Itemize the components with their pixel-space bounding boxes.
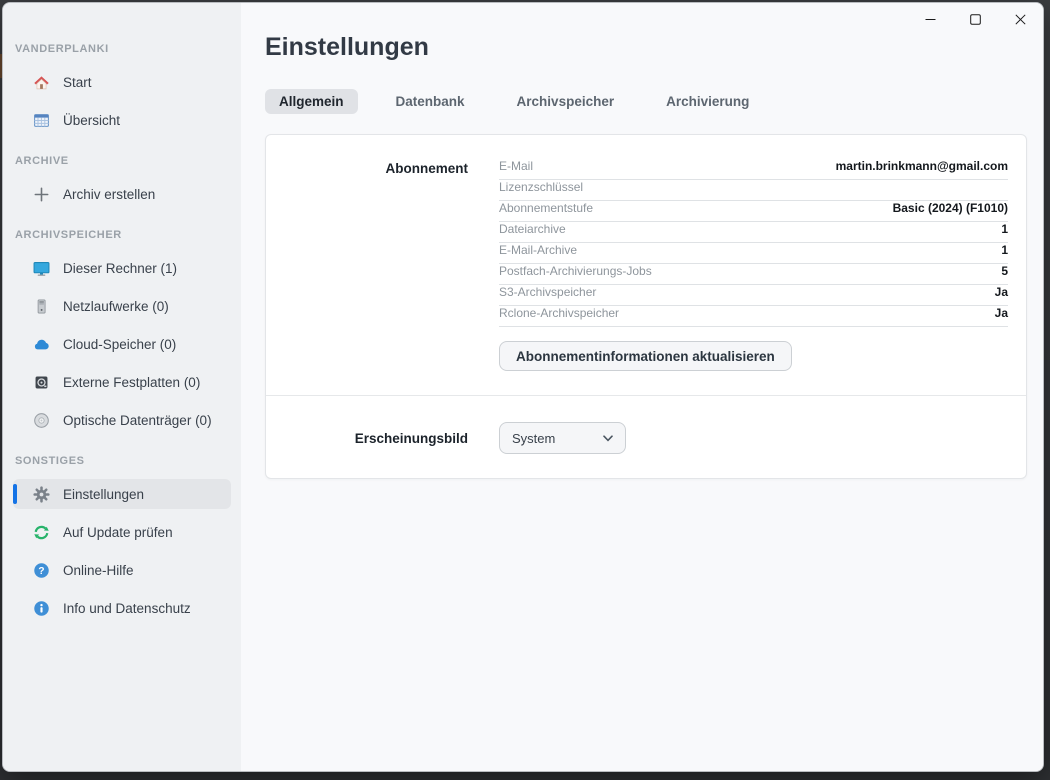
server-icon [33, 298, 50, 315]
field-value: Basic (2024) (F1010) [892, 201, 1008, 215]
appearance-dropdown-value: System [512, 430, 556, 446]
tab-datenbank[interactable]: Datenbank [395, 94, 465, 109]
subscription-section [266, 135, 1026, 395]
sidebar-section-title: ARCHIVSPEICHER [15, 229, 122, 241]
sidebar-item-label: Netzlaufwerke (0) [63, 298, 169, 314]
appearance-dropdown[interactable] [499, 422, 626, 454]
field-row-abonnementstufe [499, 201, 1008, 222]
field-label: Lizenzschlüssel [499, 180, 584, 194]
subscription-section-label: Abonnement [385, 161, 468, 176]
sidebar-item-online-hilfe[interactable] [13, 555, 231, 585]
field-value: 5 [1001, 264, 1008, 278]
sidebar-item-optische-datentraeger[interactable] [13, 405, 231, 435]
sidebar-item-label: Start [63, 74, 92, 90]
sidebar-item-uebersicht[interactable] [13, 105, 231, 135]
field-value: martin.brinkmann@gmail.com [835, 159, 1008, 173]
sidebar-item-cloud-speicher[interactable] [13, 329, 231, 359]
chevron-down-icon [603, 435, 613, 442]
maximize-button[interactable] [953, 3, 998, 35]
sidebar-item-einstellungen[interactable] [13, 479, 231, 509]
sidebar-item-label: Info und Datenschutz [63, 600, 191, 616]
field-value: Ja [994, 285, 1008, 299]
home-icon [33, 74, 50, 91]
sidebar-item-label: Archiv erstellen [63, 186, 156, 202]
sidebar-section-title: ARCHIVE [15, 155, 69, 167]
sidebar [3, 3, 241, 771]
field-label: Abonnementstufe [499, 201, 594, 215]
disc-icon [33, 412, 50, 429]
field-value: 1 [1001, 243, 1008, 257]
table-icon [33, 112, 50, 129]
sidebar-item-auf-update-pruefen[interactable] [13, 517, 231, 547]
field-value: 1 [1001, 222, 1008, 236]
field-row-email-archive [499, 243, 1008, 264]
sidebar-item-label: Dieser Rechner (1) [63, 260, 178, 276]
help-icon [33, 562, 50, 579]
sidebar-item-label: Einstellungen [63, 486, 145, 502]
sidebar-item-externe-festplatten[interactable] [13, 367, 231, 397]
app-window [2, 2, 1044, 772]
sidebar-section-title: VANDERPLANKI [15, 43, 109, 55]
field-label: E-Mail-Archive [499, 243, 578, 257]
main-content [241, 3, 1043, 771]
monitor-icon [33, 260, 50, 277]
sidebar-item-label: Auf Update prüfen [63, 524, 173, 540]
sidebar-item-label: Online-Hilfe [63, 562, 134, 578]
plus-icon [33, 186, 50, 203]
appearance-section [266, 396, 1026, 478]
minimize-button[interactable] [908, 3, 953, 35]
svg-text:?: ? [38, 565, 45, 577]
sidebar-item-label: Übersicht [63, 112, 121, 128]
tab-archivierung[interactable]: Archivierung [666, 94, 750, 109]
sidebar-section-archivspeicher [3, 229, 241, 435]
sidebar-item-start[interactable] [13, 67, 231, 97]
field-label: Postfach-Archivierungs-Jobs [499, 264, 652, 278]
close-button[interactable] [998, 3, 1043, 35]
tab-allgemein[interactable]: Allgemein [265, 89, 358, 114]
field-label: E-Mail [499, 159, 534, 173]
sidebar-item-info-datenschutz[interactable] [13, 593, 231, 623]
appearance-section-label: Erscheinungsbild [354, 430, 468, 446]
field-row-lizenzschluessel [499, 180, 1008, 201]
settings-card [265, 134, 1027, 479]
refresh-icon [33, 524, 50, 541]
sidebar-section-archive [3, 155, 241, 209]
hdd-icon [33, 374, 50, 391]
window-controls [908, 3, 1043, 35]
page-title: Einstellungen [265, 33, 429, 61]
sidebar-section-title: SONSTIGES [15, 455, 85, 467]
update-subscription-button[interactable]: Abonnementinformationen aktualisieren [499, 341, 792, 371]
cloud-icon [33, 336, 50, 353]
sidebar-section-sonstiges [3, 455, 241, 623]
gear-icon [33, 486, 50, 503]
field-row-s3-archivspeicher [499, 285, 1008, 306]
field-row-email [499, 159, 1008, 180]
sidebar-item-label: Optische Datenträger (0) [63, 412, 212, 428]
sidebar-section-vanderplanki [3, 43, 241, 135]
sidebar-item-dieser-rechner[interactable] [13, 253, 231, 283]
field-value: Ja [994, 306, 1008, 320]
field-label: Rclone-Archivspeicher [499, 306, 620, 320]
field-label: S3-Archivspeicher [499, 285, 597, 299]
tab-bar [265, 89, 1027, 114]
info-icon [33, 600, 50, 617]
field-row-dateiarchive [499, 222, 1008, 243]
field-row-rclone-archivspeicher [499, 306, 1008, 327]
sidebar-item-archiv-erstellen[interactable] [13, 179, 231, 209]
tab-archivspeicher[interactable]: Archivspeicher [516, 94, 615, 109]
sidebar-item-label: Cloud-Speicher (0) [63, 336, 177, 352]
sidebar-item-label: Externe Festplatten (0) [63, 374, 201, 390]
field-label: Dateiarchive [499, 222, 566, 236]
field-row-postfach-jobs [499, 264, 1008, 285]
sidebar-item-netzlaufwerke[interactable] [13, 291, 231, 321]
